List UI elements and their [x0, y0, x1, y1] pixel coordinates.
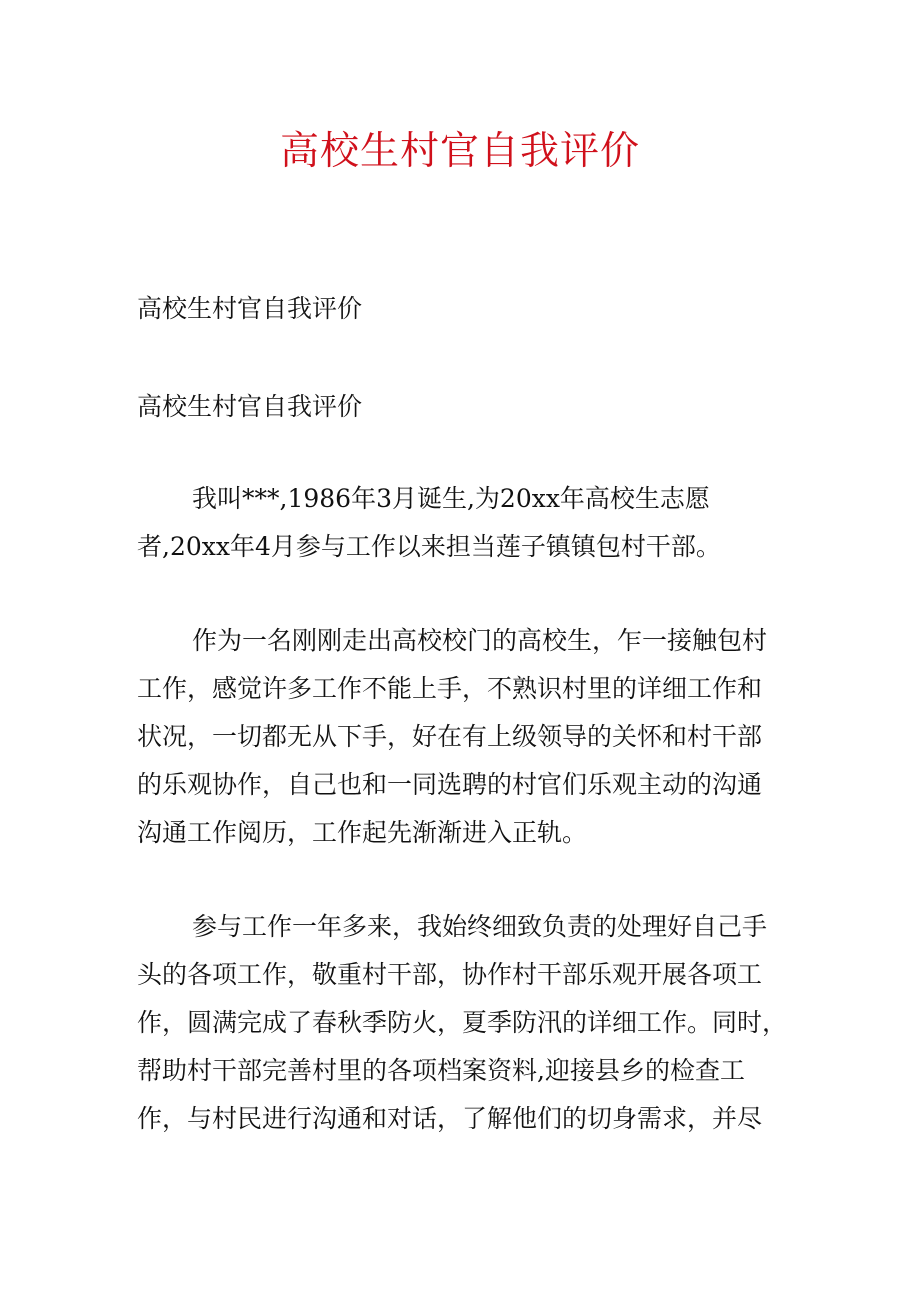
- paragraph-line: 作，圆满完成了春秋季防火，夏季防汛的详细工作。同时，: [137, 1008, 788, 1037]
- paragraph-line: 的乐观协作，自己也和一同选聘的村官们乐观主动的沟通: [137, 770, 763, 799]
- paragraph-line: 作，与村民进行沟通和对话，了解他们的切身需求，并尽: [137, 1104, 763, 1133]
- paragraph-achievements: [137, 903, 797, 1143]
- subtitle-line-1: 高校生村官自我评价: [137, 294, 363, 323]
- paragraph-line: 沟通工作阅历，工作起先渐渐进入正轨。: [137, 818, 588, 847]
- paragraph-line: 工作，感觉许多工作不能上手，不熟识村里的详细工作和: [137, 674, 763, 703]
- paragraph-line: 我叫***,1986年3月诞生,为20xx年高校生志愿: [192, 484, 710, 513]
- paragraph-work-start: [137, 617, 797, 857]
- paragraph-line: 帮助村干部完善村里的各项档案资料,迎接县乡的检查工: [137, 1056, 745, 1085]
- paragraph-line: 头的各项工作，敬重村干部，协作村干部乐观开展各项工: [137, 960, 763, 989]
- paragraph-line: 者,20xx年4月参与工作以来担当莲子镇镇包村干部。: [137, 532, 721, 561]
- paragraph-line: 参与工作一年多来，我始终细致负责的处理好自己手: [192, 912, 768, 941]
- paragraph-intro: [137, 475, 797, 571]
- paragraph-line: 状况，一切都无从下手，好在有上级领导的关怀和村干部: [137, 722, 763, 751]
- document-title: 高校生村官自我评价: [279, 129, 640, 174]
- subtitle-line-2: 高校生村官自我评价: [137, 392, 363, 421]
- paragraph-line: 作为一名刚刚走出高校校门的高校生，乍一接触包村: [192, 626, 768, 655]
